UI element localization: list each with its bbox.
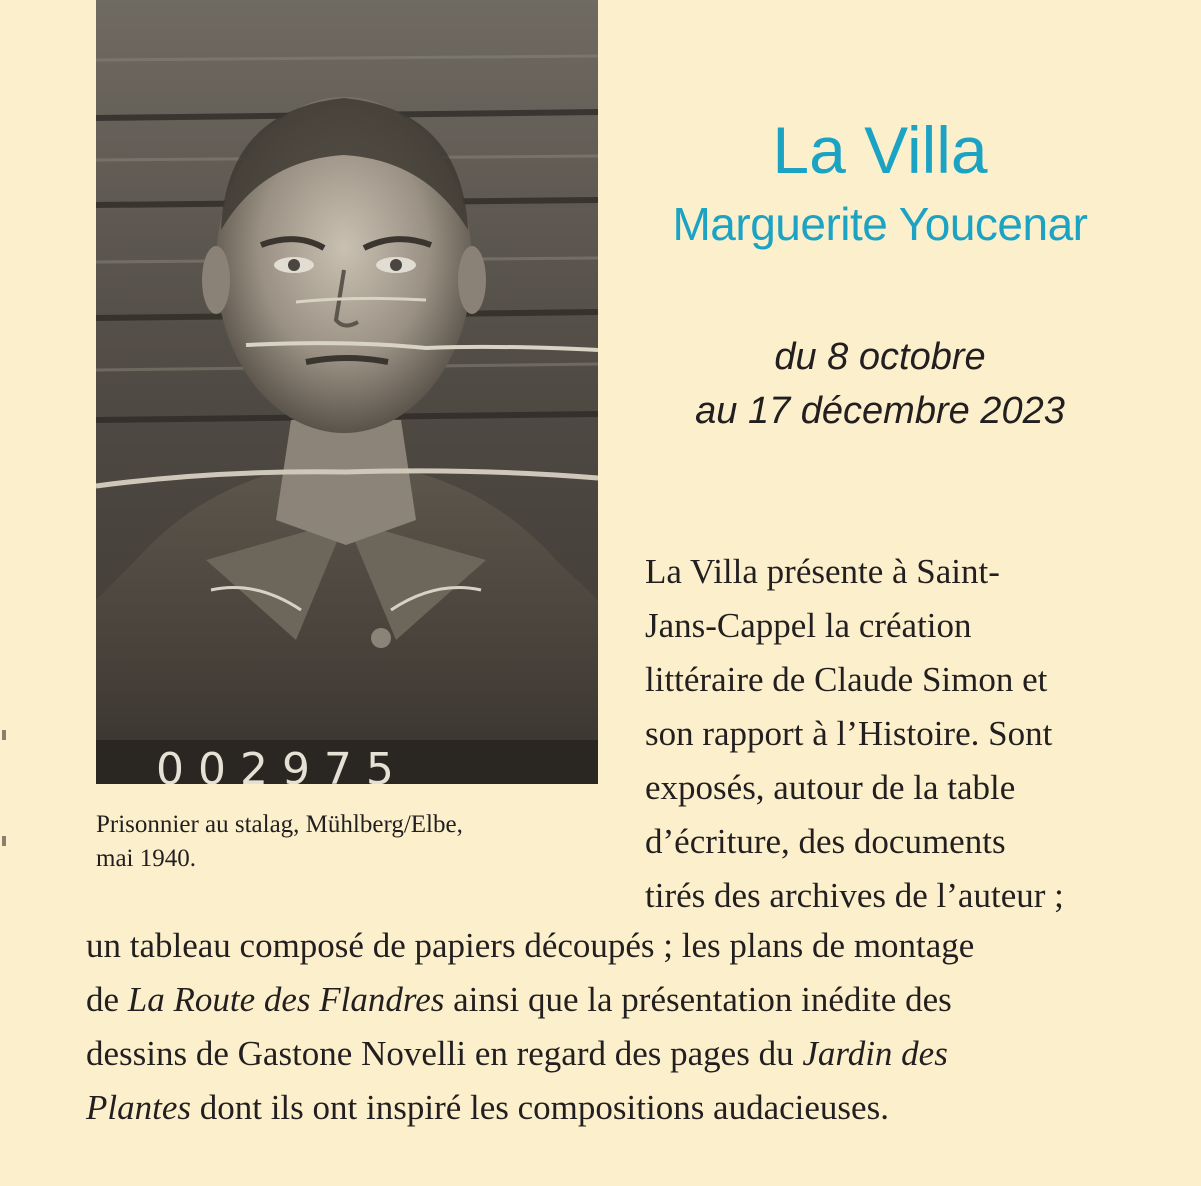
- exhibition-dates: [640, 330, 1120, 438]
- body-line-text: de: [86, 980, 128, 1019]
- body-line-text: un tableau composé de papiers découpés ; les plans de montage: [86, 926, 975, 965]
- body-line: littéraire de Claude Simon et: [645, 660, 1048, 699]
- body-line: [86, 1081, 1111, 1135]
- body-line: [86, 973, 1111, 1027]
- body-text-right: [645, 545, 1111, 923]
- caption-line-1: Prisonnier au stalag, Mühlberg/Elbe,: [96, 811, 463, 838]
- dates-line-1: du 8 octobre: [774, 336, 986, 378]
- body-line: [86, 1027, 1111, 1081]
- body-line: tirés des archives de l’auteur ;: [645, 876, 1064, 915]
- title-sub: Marguerite Youcenar: [672, 198, 1088, 250]
- body-line: exposés, autour de la table: [645, 768, 1016, 807]
- body-line: d’écriture, des documents: [645, 822, 1006, 861]
- photo-caption: [96, 808, 596, 876]
- exhibition-title: [640, 110, 1120, 254]
- edge-mark: [2, 836, 6, 846]
- title-main: La Villa: [772, 113, 988, 187]
- book-title-jardin-des-plantes-part2: Plantes: [86, 1088, 191, 1127]
- portrait-photo: [96, 0, 598, 784]
- body-line-text: dont ils ont inspiré les compositions audacieuses.: [190, 1088, 889, 1127]
- body-line: Jans-Cappel la création: [645, 606, 972, 645]
- body-line: La Villa présente à Saint-: [645, 552, 1000, 591]
- caption-line-2: mai 1940.: [96, 845, 196, 872]
- dates-line-2: au 17 décembre 2023: [695, 390, 1065, 432]
- svg-text:0 0 2 9 7 5: 0 0 2 9 7 5: [156, 744, 394, 784]
- body-text-bottom: [86, 919, 1111, 1135]
- portrait-image: [96, 0, 598, 784]
- body-line-text: dessins de Gastone Novelli en regard des pages du: [86, 1034, 803, 1073]
- body-line-text: ainsi que la présentation inédite des: [444, 980, 952, 1019]
- body-line: [86, 919, 1111, 973]
- book-title-route-des-flandres: La Route des Flandres: [127, 980, 445, 1019]
- edge-mark: [2, 730, 6, 740]
- book-title-jardin-des-plantes-part1: Jardin des: [802, 1034, 948, 1073]
- body-line: son rapport à l’Histoire. Sont: [645, 714, 1053, 753]
